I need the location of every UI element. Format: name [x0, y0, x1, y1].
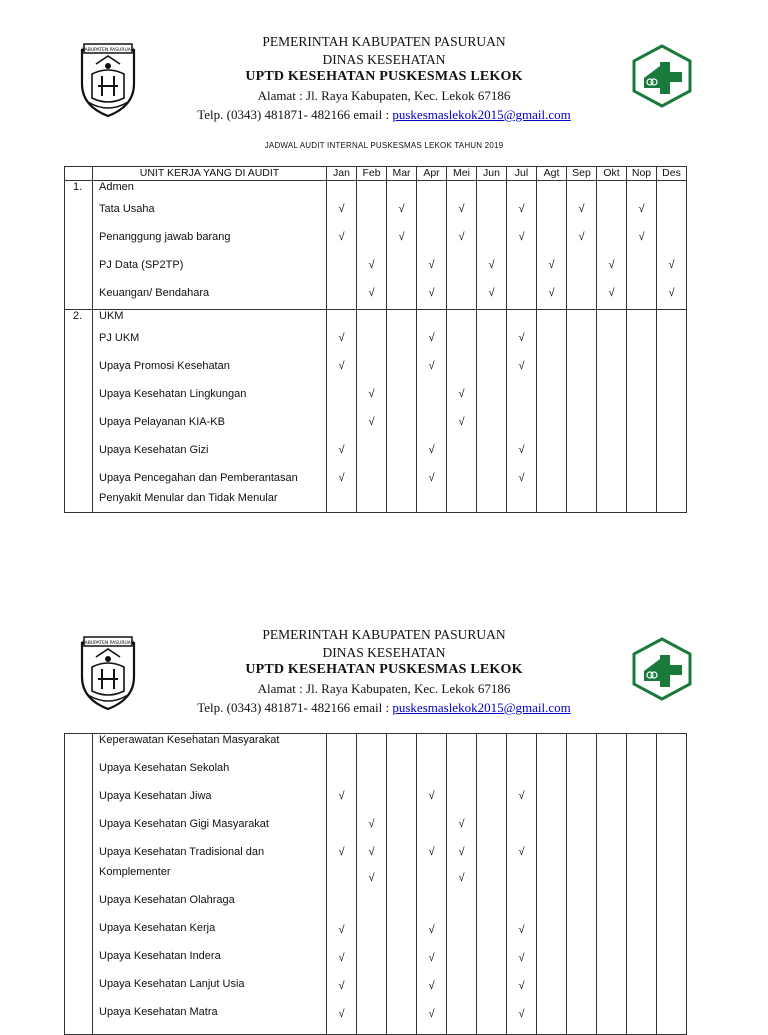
- month-cell: [357, 310, 387, 513]
- check-mark: √: [668, 259, 675, 271]
- unit-item-label: Upaya Kesehatan Lingkungan: [99, 388, 247, 400]
- month-cell: [447, 734, 477, 1035]
- check-mark: √: [518, 790, 525, 802]
- check-mark: √: [338, 360, 345, 372]
- month-cell: [357, 734, 387, 1035]
- group-name: UKM: [99, 310, 124, 322]
- month-cell: [507, 181, 537, 310]
- month-cell: [417, 734, 447, 1035]
- header-month: Jul: [507, 167, 537, 181]
- header-address: Alamat : Jl. Raya Kabupaten, Kec. Lekok 67186: [257, 681, 511, 696]
- month-cell: [657, 310, 687, 513]
- check-mark: √: [518, 360, 525, 372]
- group-unit-cell: [93, 310, 327, 513]
- group-number: 1.: [65, 181, 93, 310]
- header-address: Alamat : Jl. Raya Kabupaten, Kec. Lekok 67186: [257, 88, 511, 103]
- check-mark: √: [368, 287, 375, 299]
- header-month: Apr: [417, 167, 447, 181]
- group-unit-cell: [93, 734, 327, 1035]
- month-cell: [417, 310, 447, 513]
- header-no: [65, 167, 93, 181]
- month-cell: [327, 310, 357, 513]
- check-mark: √: [638, 203, 645, 215]
- month-cell: [627, 181, 657, 310]
- month-cell: [537, 734, 567, 1035]
- check-mark: √: [338, 952, 345, 964]
- month-cell: [567, 310, 597, 513]
- month-cell: [537, 181, 567, 310]
- letterhead: [0, 34, 768, 144]
- header-line-1: PEMERINTAH KABUPATEN PASURUAN: [262, 627, 506, 642]
- header-contact: [0, 107, 768, 123]
- month-cell: [447, 181, 477, 310]
- check-mark: √: [338, 924, 345, 936]
- header-line-3: UPTD KESEHATAN PUSKESMAS LEKOK: [245, 69, 523, 84]
- month-cell: [417, 181, 447, 310]
- header-line-2: DINAS KESEHATAN: [322, 645, 446, 660]
- check-mark: √: [458, 388, 465, 400]
- emblem-ribbon-text: KABUPATEN PASURUAN: [81, 48, 135, 53]
- audit-schedule-table: [64, 166, 687, 513]
- unit-item-label: Upaya Kesehatan Tradisional dan: [99, 846, 265, 858]
- header-contact: [0, 700, 768, 716]
- header-month: Jun: [477, 167, 507, 181]
- check-mark: √: [458, 231, 465, 243]
- check-mark: √: [338, 1008, 345, 1020]
- unit-item-label: PJ UKM: [99, 332, 140, 344]
- check-mark: √: [458, 818, 465, 830]
- check-mark: √: [338, 203, 345, 215]
- check-mark: √: [398, 231, 405, 243]
- check-mark: √: [578, 203, 585, 215]
- unit-item-label: Upaya Kesehatan Lanjut Usia: [99, 978, 245, 990]
- month-cell: [657, 181, 687, 310]
- unit-item-label: Keuangan/ Bendahara: [99, 287, 210, 299]
- unit-item-label: Upaya Kesehatan Matra: [99, 1006, 218, 1018]
- check-mark: √: [338, 846, 345, 858]
- puskesmas-logo-icon: [630, 44, 694, 108]
- month-cell: [357, 181, 387, 310]
- unit-item-label: Upaya Kesehatan Olahraga: [99, 894, 235, 906]
- month-cell: [627, 734, 657, 1035]
- unit-item-label: PJ Data (SP2TP): [99, 259, 184, 271]
- month-cell: [567, 734, 597, 1035]
- unit-item-label: Upaya Pencegahan dan Pemberantasan: [99, 472, 298, 484]
- check-mark: √: [548, 287, 555, 299]
- month-cell: [627, 310, 657, 513]
- month-cell: [537, 310, 567, 513]
- header-month: Sep: [567, 167, 597, 181]
- month-cell: [477, 310, 507, 513]
- check-mark: √: [518, 980, 525, 992]
- header-month: Nop: [627, 167, 657, 181]
- month-cell: [597, 734, 627, 1035]
- check-mark: √: [368, 388, 375, 400]
- document-title: JADWAL AUDIT INTERNAL PUSKESMAS LEKOK TAHUN 2019: [264, 141, 504, 150]
- month-cell: [477, 181, 507, 310]
- check-mark: √: [518, 332, 525, 344]
- emblem-ribbon-text: KABUPATEN PASURUAN: [81, 641, 135, 646]
- group-number: [65, 734, 93, 1035]
- check-mark: √: [518, 1008, 525, 1020]
- group-unit-cell: [93, 181, 327, 310]
- unit-item-label: Upaya Kesehatan Kerja: [99, 922, 216, 934]
- check-mark: √: [428, 259, 435, 271]
- check-mark: √: [428, 472, 435, 484]
- check-mark: √: [458, 203, 465, 215]
- check-mark: √: [608, 287, 615, 299]
- check-mark: √: [488, 259, 495, 271]
- check-mark: √: [428, 846, 435, 858]
- header-line-3: UPTD KESEHATAN PUSKESMAS LEKOK: [245, 662, 523, 677]
- check-mark: √: [518, 203, 525, 215]
- unit-item-label: Upaya Pelayanan KIA-KB: [99, 416, 225, 428]
- header-line-1: PEMERINTAH KABUPATEN PASURUAN: [262, 34, 506, 49]
- unit-item-label: Upaya Kesehatan Gigi Masyarakat: [99, 818, 269, 830]
- month-cell: [477, 734, 507, 1035]
- unit-item-label: Upaya Kesehatan Gizi: [99, 444, 209, 456]
- unit-item-label: Upaya Kesehatan Sekolah: [99, 762, 230, 774]
- check-mark: √: [668, 287, 675, 299]
- check-mark: √: [518, 846, 525, 858]
- month-cell: [327, 181, 357, 310]
- group-number: 2.: [65, 310, 93, 513]
- header-month: Des: [657, 167, 687, 181]
- check-mark: √: [548, 259, 555, 271]
- header-month: Mar: [387, 167, 417, 181]
- check-mark: √: [608, 259, 615, 271]
- email-link[interactable]: puskesmaslekok2015@gmail.com: [392, 700, 571, 715]
- audit-schedule-table-continued: [64, 733, 687, 1035]
- table-header-row: [65, 167, 687, 181]
- check-mark: √: [428, 287, 435, 299]
- check-mark: √: [368, 416, 375, 428]
- check-mark: √: [428, 360, 435, 372]
- month-cell: [387, 734, 417, 1035]
- check-mark: √: [488, 287, 495, 299]
- unit-item-label-cont: Penyakit Menular dan Tidak Menular: [99, 492, 278, 504]
- check-mark: √: [458, 872, 465, 884]
- check-mark: √: [368, 259, 375, 271]
- check-mark: √: [368, 846, 375, 858]
- month-cell: [447, 310, 477, 513]
- month-cell: [507, 310, 537, 513]
- check-mark: √: [338, 332, 345, 344]
- table-group-row: [65, 310, 687, 513]
- check-mark: √: [578, 231, 585, 243]
- check-mark: √: [338, 790, 345, 802]
- check-mark: √: [518, 444, 525, 456]
- month-cell: [327, 734, 357, 1035]
- month-cell: [597, 310, 627, 513]
- unit-item-label: Penanggung jawab barang: [99, 231, 231, 243]
- check-mark: √: [338, 444, 345, 456]
- header-month: Mei: [447, 167, 477, 181]
- check-mark: √: [428, 332, 435, 344]
- check-mark: √: [428, 924, 435, 936]
- check-mark: √: [338, 472, 345, 484]
- check-mark: √: [338, 980, 345, 992]
- table-continued-row: [65, 734, 687, 1035]
- check-mark: √: [368, 872, 375, 884]
- letterhead: [0, 627, 768, 737]
- month-cell: [387, 181, 417, 310]
- header-month: Jan: [327, 167, 357, 181]
- header-month: Agt: [537, 167, 567, 181]
- month-cell: [597, 181, 627, 310]
- unit-item-label: Tata Usaha: [99, 203, 155, 215]
- check-mark: √: [518, 231, 525, 243]
- check-mark: √: [458, 416, 465, 428]
- month-cell: [507, 734, 537, 1035]
- header-line-2: DINAS KESEHATAN: [322, 52, 446, 67]
- group-name: Admen: [99, 181, 134, 193]
- month-cell: [567, 181, 597, 310]
- check-mark: √: [398, 203, 405, 215]
- check-mark: √: [428, 790, 435, 802]
- check-mark: √: [518, 924, 525, 936]
- unit-item-label: Upaya Kesehatan Jiwa: [99, 790, 212, 802]
- check-mark: √: [518, 472, 525, 484]
- header-month: Feb: [357, 167, 387, 181]
- check-mark: √: [338, 231, 345, 243]
- puskesmas-logo-icon: [630, 637, 694, 701]
- email-link[interactable]: puskesmaslekok2015@gmail.com: [392, 107, 571, 122]
- table-group-row: [65, 181, 687, 310]
- unit-item-label: Keperawatan Kesehatan Masyarakat: [99, 734, 280, 746]
- unit-item-label: Upaya Kesehatan Indera: [99, 950, 221, 962]
- unit-item-label: Komplementer: [99, 866, 171, 878]
- header-unit: UNIT KERJA YANG DI AUDIT: [93, 167, 327, 181]
- month-cell: [387, 310, 417, 513]
- header-month: Okt: [597, 167, 627, 181]
- header-phone: Telp. (0343) 481871- 482166 email :: [197, 107, 393, 122]
- check-mark: √: [368, 818, 375, 830]
- month-cell: [657, 734, 687, 1035]
- check-mark: √: [518, 952, 525, 964]
- check-mark: √: [428, 980, 435, 992]
- header-phone: Telp. (0343) 481871- 482166 email :: [197, 700, 393, 715]
- check-mark: √: [428, 444, 435, 456]
- check-mark: √: [428, 952, 435, 964]
- unit-item-label: Upaya Promosi Kesehatan: [99, 360, 230, 372]
- check-mark: √: [458, 846, 465, 858]
- check-mark: √: [428, 1008, 435, 1020]
- check-mark: √: [638, 231, 645, 243]
